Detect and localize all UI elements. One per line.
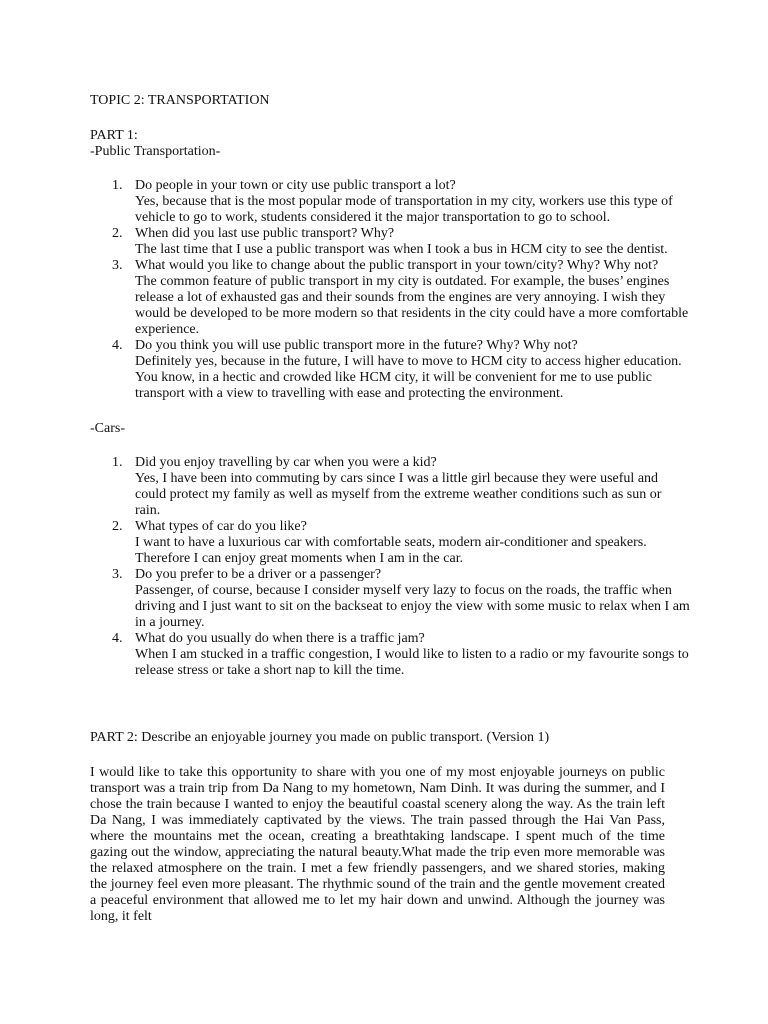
part2-paragraph: I would like to take this opportunity to share with you one of my most enjoyable journeys on public transport was a train trip from Da Nang to my hometown, Nam Dinh. It was during the summer, and I chose the train because I wanted to enjoy the beautiful coastal scenery along the way. As the train left Da Nang, I was immediately captivated by the views. The train passed through the Hai Van Pass, where the mountains met the ocean, creating a breathtaking landscape. I spent much of the time gazing out the window, appreciating the natural beauty.What made the trip even more memorable was the relaxed atmosphere on the train. I met a few friendly passengers, and we shared stories, making the journey feel even more pleasant. The rhythmic sound of the train and the gentle movement created a peaceful environment that allowed me to let my hair down and unwind. Although the journey was long, it felt xyxy=(90,765,665,924)
item-number: 3. xyxy=(112,567,123,582)
question: When did you last use public transport? Why? xyxy=(135,226,395,241)
list-item xyxy=(90,567,690,631)
list-item xyxy=(90,519,690,567)
document-page xyxy=(90,93,690,925)
answer: Yes, because that is the most popular mode of transportation in my city, workers use this type of vehicle to go to work, students considered it the major transportation to go to school. xyxy=(135,194,673,225)
list-item xyxy=(90,338,690,402)
item-number: 4. xyxy=(112,631,123,646)
question: Did you enjoy travelling by car when you were a kid? xyxy=(135,455,437,470)
list-item xyxy=(90,178,690,226)
list-item xyxy=(90,631,690,679)
answer: I want to have a luxurious car with comfortable seats, modern air-conditioner and speakers. Therefore I can enjoy great moments when I am in the car. xyxy=(135,535,647,566)
question: Do you prefer to be a driver or a passenger? xyxy=(135,567,382,582)
list-item xyxy=(90,258,690,338)
item-number: 3. xyxy=(112,258,123,273)
public-transport-label: -Public Transportation- xyxy=(90,144,221,159)
list-item xyxy=(90,455,690,519)
cars-list xyxy=(90,455,690,679)
list-item xyxy=(90,226,690,258)
question: What would you like to change about the public transport in your town/city? Why? Why not? xyxy=(135,258,659,273)
item-number: 2. xyxy=(112,519,123,534)
item-number: 4. xyxy=(112,338,123,353)
cars-label: -Cars- xyxy=(90,421,125,436)
public-transport-list xyxy=(90,178,690,402)
answer: Passenger, of course, because I consider myself very lazy to focus on the roads, the traffic when driving and I just want to sit on the backseat to enjoy the view with some music to relax when I am in a journey. xyxy=(135,583,690,630)
question: Do you think you will use public transport more in the future? Why? Why not? xyxy=(135,338,578,353)
question: What do you usually do when there is a traffic jam? xyxy=(135,631,425,646)
item-number: 1. xyxy=(112,178,123,193)
question: Do people in your town or city use public transport a lot? xyxy=(135,178,456,193)
item-number: 2. xyxy=(112,226,123,241)
answer: The common feature of public transport in my city is outdated. For example, the buses’ engines release a lot of exhausted gas and their sounds from the engines are very annoying. I wish they would be developed to be more modern so that residents in the city could have a more comfortable experience. xyxy=(135,274,689,337)
answer: Definitely yes, because in the future, I will have to move to HCM city to access higher education. You know, in a hectic and crowded like HCM city, it will be convenient for me to use public transport with a view to travelling with ease and protecting the environment. xyxy=(135,354,682,401)
part1-section xyxy=(90,128,690,679)
part2-heading: PART 2: Describe an enjoyable journey you made on public transport. (Version 1) xyxy=(90,730,550,745)
part2-section xyxy=(90,730,690,925)
question: What types of car do you like? xyxy=(135,519,307,534)
part1-heading: PART 1: xyxy=(90,128,138,143)
answer: When I am stucked in a traffic congestion, I would like to listen to a radio or my favourite songs to release stress or take a short nap to kill the time. xyxy=(135,647,689,678)
answer: The last time that I use a public transport was when I took a bus in HCM city to see the dentist. xyxy=(135,242,668,257)
item-number: 1. xyxy=(112,455,123,470)
topic-title: TOPIC 2: TRANSPORTATION xyxy=(90,93,270,108)
answer: Yes, I have been into commuting by cars since I was a little girl because they were useful and could protect my family as well as myself from the extreme weather conditions such as sun or rain. xyxy=(135,471,662,518)
